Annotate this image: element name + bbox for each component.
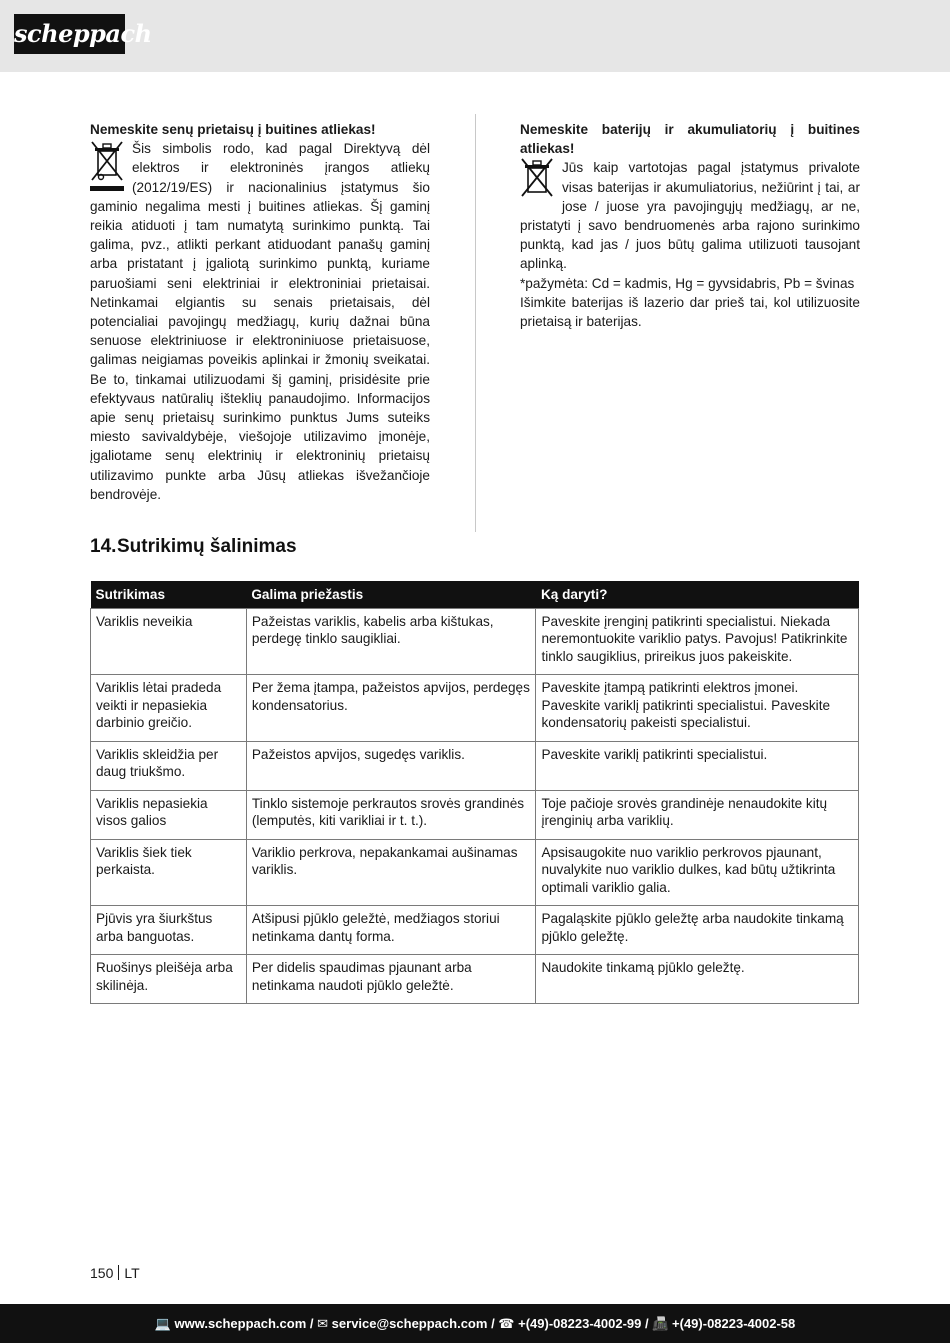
computer-icon: 💻 <box>154 1316 171 1331</box>
footer-website[interactable]: www.scheppach.com <box>174 1316 307 1331</box>
page-number <box>90 1265 140 1281</box>
table-row <box>91 790 859 839</box>
section-number: 14. <box>90 536 117 557</box>
table-header-row <box>91 581 859 608</box>
battery-removal-note: Išimkite baterijas iš lazerio dar prieš tai, kol utilizuosite prietaisą ir baterijas. <box>520 294 860 330</box>
fault-cell: Pjūvis yra šiurkštus arba banguotas. <box>91 906 247 955</box>
footer-email[interactable]: service@scheppach.com <box>331 1316 488 1331</box>
remedy-cell: Paveskite įrenginį patikrinti specialistui. Niekada neremontuokite variklio patys. Pavojus! Patikrinkite tinklo saugiklius, prireikus juos pakeiskite. <box>536 608 859 675</box>
remedy-cell: Naudokite tinkamą pjūklo geležtę. <box>536 955 859 1004</box>
battery-note: *pažymėta: Cd = kadmis, Hg = gyvsidabris, Pb = švinas <box>520 275 855 291</box>
column-header-cause: Galima priežastis <box>246 581 536 608</box>
weee-heading: Nemeskite senų prietaisų į buitines atliekas! <box>90 122 376 137</box>
table-row <box>91 839 859 906</box>
crossed-battery-bin-icon <box>520 158 558 200</box>
weee-body: Šis simbolis rodo, kad pagal Direktyvą dėl elektros ir elektroninės įrangos atliekų (2012/19/ES) ir nacionalinius įstatymus šio gaminio negalima mesti į buitines atliekas. Šį gaminį reikia atiduoti į tam numatytą surinkimo punktą. Tai galima, pvz., atlikti perkant atiduodant panašų gaminį arba pristatant į įgaliotą surinkimo punktą, kuriame paruošiami seni elektriniai ir elektroniniai prietaisai. Netinkamai elgiantis su senais prietaisais, dėl potencialiai pavojingų medžiagų, kurių dažnai būna senuose elektriniuose ir elektroniniuose prietaisuose, galimas neigiamas poveikis aplinkai ir žmonių sveikatai. Be to, tinkamai utilizuodami šį gaminį, prisidėsite prie efektyvaus natūralių išteklių panaudojimo. Informacijos apie senų prietaisų surinkimo punktus Jums suteiks miesto savivaldybėje, viešojoje utilizavimo įmonėje, įgaliotame senų elektrinių ir elektroninių prietaisų utilizavimo punkte arba Jūsų atliekas išvežančioje bendrovėje. <box>90 141 430 502</box>
page-number-divider <box>118 1265 119 1280</box>
fault-cell: Variklis neveikia <box>91 608 247 675</box>
footer-phone: +(49)-08223-4002-99 <box>518 1316 642 1331</box>
page-language: LT <box>124 1265 140 1281</box>
cause-cell: Pažeistos apvijos, sugedęs variklis. <box>246 741 536 790</box>
cause-cell: Per žema įtampa, pažeistos apvijos, perdegęs kondensatorius. <box>246 675 536 742</box>
section-title <box>90 536 297 558</box>
page-footer: 💻 www.scheppach.com / ✉ service@scheppach.com / ☎ +(49)-08223-4002-99 / 📠 +(49)-08223-4002-58 <box>0 1304 950 1343</box>
cause-cell: Pažeistas variklis, kabelis arba kištukas, perdegę tinklo saugikliai. <box>246 608 536 675</box>
fault-cell: Variklis nepasiekia visos galios <box>91 790 247 839</box>
weee-disposal-notice <box>90 120 430 504</box>
cause-cell: Per didelis spaudimas pjaunant arba netinkama naudoti pjūklo geležtė. <box>246 955 536 1004</box>
column-header-fault: Sutrikimas <box>91 581 247 608</box>
table-row <box>91 906 859 955</box>
cause-cell: Atšipusi pjūklo geležtė, medžiagos storiui netinkama dantų forma. <box>246 906 536 955</box>
column-divider <box>475 114 476 532</box>
page-header <box>0 0 950 72</box>
footer-fax: +(49)-08223-4002-58 <box>672 1316 796 1331</box>
page-number-value: 150 <box>90 1265 114 1281</box>
cause-cell: Tinklo sistemoje perkrautos srovės grandinės (lemputės, kiti varikliai ir t. t.). <box>246 790 536 839</box>
brand-logo: scheppach <box>14 14 125 54</box>
fax-icon: 📠 <box>652 1316 669 1331</box>
section-heading: Sutrikimų šalinimas <box>117 536 297 557</box>
table-row <box>91 608 859 675</box>
fault-cell: Variklis lėtai pradeda veikti ir nepasiekia darbinio greičio. <box>91 675 247 742</box>
cause-cell: Variklio perkrova, nepakankamai aušinamas variklis. <box>246 839 536 906</box>
crossed-bin-icon <box>90 139 128 191</box>
phone-icon: ☎ <box>498 1316 515 1331</box>
table-row <box>91 955 859 1004</box>
battery-disposal-notice <box>520 120 860 331</box>
battery-heading: Nemeskite baterijų ir akumuliatorių į buitines atliekas! <box>520 122 860 157</box>
email-icon: ✉ <box>317 1316 329 1331</box>
remedy-cell: Toje pačioje srovės grandinėje nenaudokite kitų įrenginių arba variklių. <box>536 790 859 839</box>
fault-cell: Variklis šiek tiek perkaista. <box>91 839 247 906</box>
table-row <box>91 741 859 790</box>
fault-cell: Ruošinys pleišėja arba skilinėja. <box>91 955 247 1004</box>
troubleshooting-table <box>90 581 859 1004</box>
remedy-cell: Paveskite variklį patikrinti specialistui. <box>536 741 859 790</box>
table-row <box>91 675 859 742</box>
remedy-cell: Apsisaugokite nuo variklio perkrovos pjaunant, nuvalykite nuo variklio dulkes, kad būtų užtikrinta optimali variklio galia. <box>536 839 859 906</box>
battery-body: Jūs kaip vartotojas pagal įstatymus privalote visas baterijas ir akumuliatorius, nežiūrint į tai, ar jose / juose yra pavojingųjų medžiagų, ar ne, pristatyti į savo bendruomenės arba rajono surinkimo punktą, kad jas / juos būtų galima utilizuoti tausojant aplinką. <box>520 160 860 272</box>
remedy-cell: Pagaląskite pjūklo geležtę arba naudokite tinkamą pjūklo geležtę. <box>536 906 859 955</box>
fault-cell: Variklis skleidžia per daug triukšmo. <box>91 741 247 790</box>
remedy-cell: Paveskite įtampą patikrinti elektros įmonei. Paveskite variklį patikrinti specialistui. Paveskite kondensatorių pakeisti specialistui. <box>536 675 859 742</box>
column-header-remedy: Ką daryti? <box>536 581 859 608</box>
